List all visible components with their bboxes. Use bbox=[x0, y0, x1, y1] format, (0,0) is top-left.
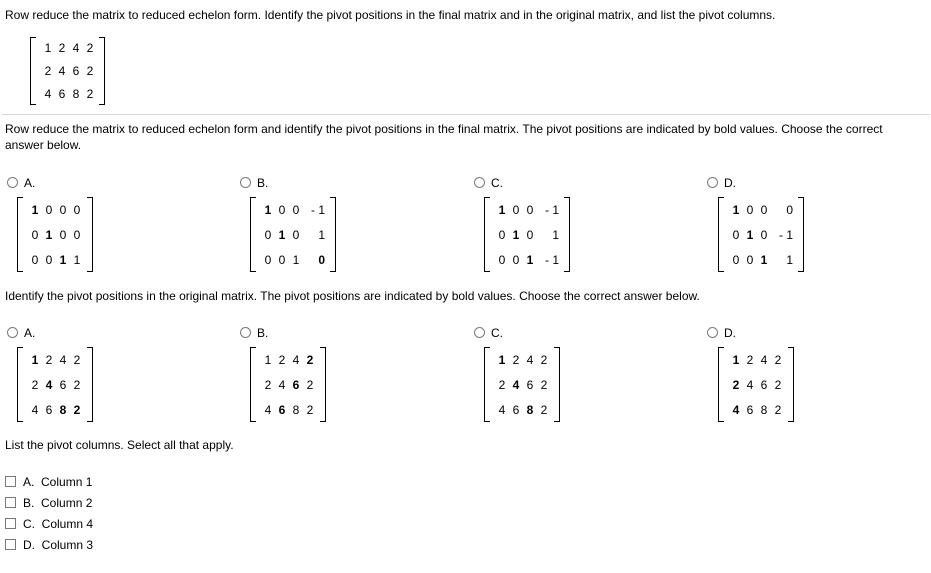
matrix-cell: 8 bbox=[760, 402, 768, 417]
matrix-cell: 6 bbox=[58, 86, 66, 101]
matrix-cell: - 1 bbox=[544, 252, 559, 267]
matrix-row bbox=[484, 352, 560, 368]
matrix-cell: 1 bbox=[786, 252, 793, 267]
matrix-cell: 4 bbox=[264, 402, 272, 417]
matrix-cell: 6 bbox=[760, 377, 768, 392]
matrix-cell: 0 bbox=[760, 227, 768, 242]
q2-option-a-matrix bbox=[17, 347, 93, 422]
matrix-cell: 2 bbox=[498, 377, 506, 392]
matrix-cell: 0 bbox=[45, 202, 53, 217]
matrix-row bbox=[484, 377, 560, 393]
question-1-prompt: Row reduce the matrix to reduced echelon form and identify the pivot positions in the final matrix. The pivot positions are indicated by bold values. Choose the correct answer below. bbox=[5, 122, 883, 152]
matrix-cell: 0 bbox=[59, 227, 67, 242]
matrix-cell: 1 bbox=[552, 227, 559, 242]
matrix-cell: 4 bbox=[732, 402, 740, 417]
q1-option-d-radio[interactable] bbox=[707, 177, 718, 188]
matrix-cell: 0 bbox=[278, 202, 286, 217]
matrix-cell: 1 bbox=[746, 227, 754, 242]
section-divider bbox=[2, 114, 930, 115]
matrix-row bbox=[718, 377, 794, 393]
matrix-cell: 6 bbox=[512, 402, 520, 417]
q2-option-b-radio[interactable] bbox=[240, 327, 251, 338]
q2-option-b-matrix bbox=[250, 347, 326, 422]
matrix-row bbox=[17, 402, 93, 418]
matrix-row bbox=[17, 252, 93, 268]
q3-option-a-checkbox[interactable] bbox=[5, 476, 16, 487]
matrix-cell: 4 bbox=[512, 377, 520, 392]
matrix-cell: 2 bbox=[86, 41, 94, 56]
matrix-cell: 1 bbox=[44, 41, 52, 56]
matrix-cell: 2 bbox=[746, 352, 754, 367]
q1-option-b-radio[interactable] bbox=[240, 177, 251, 188]
q3-option-a-label[interactable] bbox=[23, 475, 92, 489]
matrix-cell: 2 bbox=[264, 377, 272, 392]
matrix-row bbox=[250, 402, 326, 418]
matrix-cell: 0 bbox=[760, 202, 768, 217]
matrix-cell: 4 bbox=[31, 402, 39, 417]
matrix-cell: 1 bbox=[498, 352, 506, 367]
matrix-cell: 0 bbox=[786, 202, 793, 217]
matrix-row bbox=[250, 252, 336, 268]
matrix-cell: 2 bbox=[306, 377, 314, 392]
matrix-row bbox=[30, 40, 105, 56]
q1-option-a-radio[interactable] bbox=[7, 177, 18, 188]
matrix-cell: 2 bbox=[58, 41, 66, 56]
matrix-cell: 1 bbox=[278, 227, 286, 242]
matrix-cell: 2 bbox=[540, 377, 548, 392]
matrix-cell: 0 bbox=[512, 252, 520, 267]
matrix-cell: 6 bbox=[72, 64, 80, 78]
matrix-cell: 1 bbox=[264, 202, 272, 217]
matrix-cell: 1 bbox=[526, 252, 534, 267]
matrix-cell: 0 bbox=[746, 202, 754, 217]
matrix-cell: 0 bbox=[31, 227, 39, 242]
q2-option-c-label: C. bbox=[491, 326, 503, 340]
problem-statement: Row reduce the matrix to reduced echelon form. Identify the pivot positions in the final matrix and in the original matrix, and list the pivot columns. bbox=[5, 8, 776, 22]
matrix-cell: 0 bbox=[292, 227, 300, 242]
matrix-cell: 0 bbox=[526, 227, 534, 242]
matrix-cell: 4 bbox=[58, 64, 66, 78]
matrix-row bbox=[484, 252, 570, 268]
matrix-cell: 0 bbox=[526, 202, 534, 217]
matrix-row bbox=[718, 202, 804, 218]
matrix-cell: 0 bbox=[278, 252, 286, 267]
matrix-row bbox=[484, 227, 570, 243]
matrix-row bbox=[250, 202, 336, 218]
q3-option-c-checkbox[interactable] bbox=[5, 518, 16, 529]
q1-option-a-label: A. bbox=[24, 176, 36, 190]
matrix-row bbox=[17, 202, 93, 218]
q1-option-d-matrix bbox=[718, 197, 804, 272]
q2-option-a-radio[interactable] bbox=[7, 327, 18, 338]
q2-option-d-radio[interactable] bbox=[707, 327, 718, 338]
matrix-cell: - 1 bbox=[544, 202, 559, 217]
q3-option-c-text: Column 4 bbox=[41, 517, 94, 531]
q3-option-c-label[interactable] bbox=[23, 517, 93, 531]
matrix-cell: 0 bbox=[59, 202, 67, 217]
matrix-cell: 2 bbox=[306, 402, 314, 417]
matrix-cell: 2 bbox=[278, 352, 286, 367]
q3-option-a-letter: A. bbox=[23, 475, 35, 489]
matrix-row bbox=[30, 86, 105, 102]
matrix-cell: 4 bbox=[746, 377, 754, 392]
matrix-cell: 4 bbox=[498, 402, 506, 417]
matrix-cell: 8 bbox=[72, 86, 80, 101]
matrix-cell: 6 bbox=[746, 402, 754, 417]
matrix-cell: 1 bbox=[498, 202, 506, 217]
matrix-cell: 2 bbox=[774, 352, 782, 367]
matrix-cell: 4 bbox=[526, 352, 534, 367]
q3-option-d-label[interactable] bbox=[23, 538, 93, 552]
matrix-cell: 6 bbox=[278, 402, 286, 417]
matrix-cell: 1 bbox=[732, 352, 740, 367]
matrix-cell: 2 bbox=[774, 402, 782, 417]
matrix-cell: - 1 bbox=[310, 202, 325, 217]
matrix-cell: 2 bbox=[540, 402, 548, 417]
matrix-cell: 0 bbox=[512, 202, 520, 217]
matrix-cell: 0 bbox=[73, 227, 81, 242]
matrix-cell: 0 bbox=[318, 252, 325, 267]
matrix-row bbox=[17, 377, 93, 393]
matrix-row bbox=[17, 352, 93, 368]
question-3-prompt: List the pivot columns. Select all that apply. bbox=[5, 438, 234, 452]
q3-option-b-text: Column 2 bbox=[41, 496, 93, 510]
matrix-cell: 4 bbox=[44, 86, 52, 101]
matrix-cell: 1 bbox=[732, 202, 740, 217]
matrix-row bbox=[250, 352, 326, 368]
q1-option-a-matrix bbox=[17, 197, 93, 272]
matrix-cell: 4 bbox=[760, 352, 768, 367]
matrix-row bbox=[484, 202, 570, 218]
matrix-row bbox=[250, 377, 326, 393]
matrix-cell: 0 bbox=[264, 227, 272, 242]
matrix-row bbox=[17, 227, 93, 243]
matrix-cell: 0 bbox=[31, 252, 39, 267]
matrix-row bbox=[718, 402, 794, 418]
matrix-cell: - 1 bbox=[778, 227, 793, 242]
matrix-cell: 1 bbox=[264, 352, 272, 367]
matrix-cell: 6 bbox=[526, 377, 534, 392]
q3-option-b-checkbox[interactable] bbox=[5, 497, 16, 508]
matrix-cell: 1 bbox=[31, 352, 39, 367]
matrix-cell: 8 bbox=[292, 402, 300, 417]
q3-option-a-text: Column 1 bbox=[41, 475, 93, 489]
q1-option-c-matrix bbox=[484, 197, 570, 272]
matrix-row bbox=[718, 252, 804, 268]
q1-option-b-label: B. bbox=[257, 176, 269, 190]
q2-option-c-radio[interactable] bbox=[474, 327, 485, 338]
matrix-cell: 6 bbox=[45, 402, 53, 417]
matrix-cell: 2 bbox=[73, 402, 81, 417]
matrix-cell: 2 bbox=[31, 377, 39, 392]
q2-option-b-label: B. bbox=[257, 326, 269, 340]
matrix-cell: 4 bbox=[278, 377, 286, 392]
matrix-cell: 6 bbox=[59, 377, 67, 392]
q1-option-c-radio[interactable] bbox=[474, 177, 485, 188]
q3-option-d-checkbox[interactable] bbox=[5, 539, 16, 550]
q1-option-b-matrix bbox=[250, 197, 336, 272]
matrix-row bbox=[484, 402, 560, 418]
matrix-cell: 8 bbox=[59, 402, 67, 417]
matrix-cell: 2 bbox=[86, 64, 94, 78]
q1-option-c-label: C. bbox=[491, 176, 503, 190]
matrix-cell: 2 bbox=[540, 352, 548, 367]
matrix-cell: 4 bbox=[292, 352, 300, 367]
matrix-cell: 2 bbox=[73, 352, 81, 367]
matrix-cell: 0 bbox=[292, 202, 300, 217]
matrix-cell: 6 bbox=[292, 377, 300, 392]
matrix-cell: 1 bbox=[512, 227, 520, 242]
q3-option-c-letter: C. bbox=[23, 517, 35, 531]
matrix-cell: 2 bbox=[45, 352, 53, 367]
matrix-cell: 0 bbox=[45, 252, 53, 267]
q3-option-b-label[interactable] bbox=[23, 496, 92, 510]
q2-option-d-label: D. bbox=[724, 326, 736, 340]
question-2-prompt: Identify the pivot positions in the original matrix. The pivot positions are indicated by bold values. Choose the correct answer below. bbox=[5, 289, 700, 303]
matrix-cell: 1 bbox=[760, 252, 768, 267]
matrix-cell: 0 bbox=[264, 252, 272, 267]
matrix-cell: 4 bbox=[72, 41, 80, 56]
matrix-cell: 4 bbox=[45, 377, 53, 392]
matrix-row bbox=[718, 352, 794, 368]
matrix-cell: 2 bbox=[73, 377, 81, 392]
matrix-row bbox=[30, 63, 105, 79]
q2-option-c-matrix bbox=[484, 347, 560, 422]
matrix-cell: 1 bbox=[292, 252, 300, 267]
matrix-cell: 1 bbox=[45, 227, 53, 242]
matrix-cell: 0 bbox=[498, 252, 506, 267]
matrix-cell: 0 bbox=[498, 227, 506, 242]
matrix-cell: 2 bbox=[306, 352, 314, 367]
matrix-cell: 0 bbox=[732, 252, 740, 267]
q2-option-d-matrix bbox=[718, 347, 794, 422]
original-matrix bbox=[30, 37, 105, 105]
matrix-cell: 8 bbox=[526, 402, 534, 417]
matrix-cell: 4 bbox=[59, 352, 67, 367]
q3-option-d-letter: D. bbox=[23, 538, 35, 552]
matrix-cell: 0 bbox=[73, 202, 81, 217]
q3-option-d-text: Column 3 bbox=[41, 538, 94, 552]
matrix-cell: 2 bbox=[774, 377, 782, 392]
matrix-cell: 2 bbox=[512, 352, 520, 367]
matrix-cell: 0 bbox=[732, 227, 740, 242]
matrix-cell: 0 bbox=[746, 252, 754, 267]
matrix-cell: 1 bbox=[31, 202, 39, 217]
matrix-cell: 2 bbox=[44, 64, 52, 78]
q3-option-b-letter: B. bbox=[23, 496, 35, 510]
matrix-cell: 2 bbox=[732, 377, 740, 392]
matrix-cell: 1 bbox=[59, 252, 67, 267]
matrix-row bbox=[718, 227, 804, 243]
q2-option-a-label: A. bbox=[24, 326, 36, 340]
matrix-row bbox=[250, 227, 336, 243]
matrix-cell: 2 bbox=[86, 86, 94, 101]
q1-option-d-label: D. bbox=[724, 176, 736, 190]
matrix-cell: 1 bbox=[73, 252, 81, 267]
matrix-cell: 1 bbox=[318, 227, 325, 242]
